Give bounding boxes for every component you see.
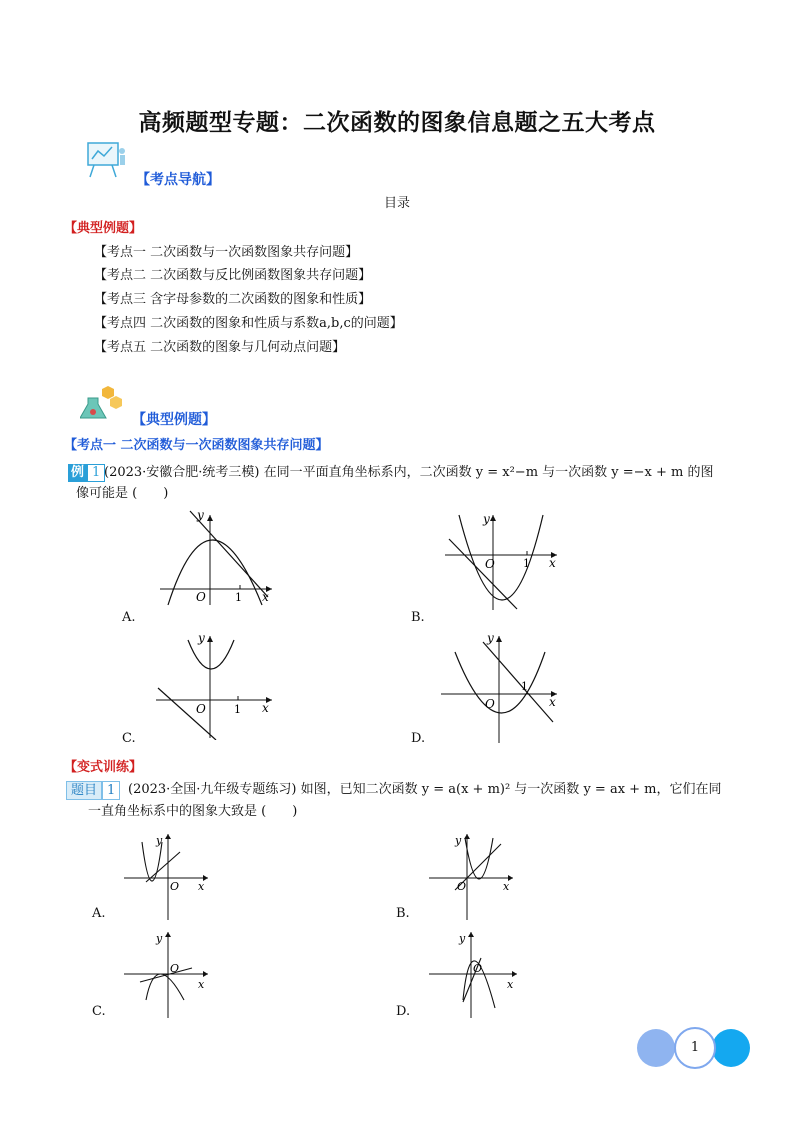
origin-label: O xyxy=(457,880,467,893)
chalkboard-icon xyxy=(80,141,130,181)
example-badge-number: 1 xyxy=(87,464,105,482)
axis-y-label: y xyxy=(483,512,490,526)
question-badge-number: 1 xyxy=(102,781,120,800)
page-title: 高频题型专题：二次函数的图象信息题之五大考点 xyxy=(138,109,656,136)
example-graph-d xyxy=(435,628,575,743)
example-text-line1: (2023·安徽合肥·统考三模) 在同一平面直角坐标系内，二次函数 y = x²−m 与一次函数 y =−x + m 的图 xyxy=(104,465,714,480)
axis-x-label: x xyxy=(507,978,514,991)
axis-x-label: x xyxy=(262,590,269,604)
toc-item-2[interactable]: 【考点二 二次函数与反比例函数图象共存问题】 xyxy=(94,268,372,283)
toc-item-1[interactable]: 【考点一 二次函数与一次函数图象共存问题】 xyxy=(94,245,359,260)
tick-one-label: 1 xyxy=(521,680,528,693)
origin-label: O xyxy=(170,880,180,893)
axis-y-label: y xyxy=(198,631,205,645)
example-text-line2: 像可能是 ( ) xyxy=(76,486,169,501)
question-graph-d xyxy=(425,928,525,1020)
axis-x-label: x xyxy=(198,978,205,991)
nav-label: 【考点导航】 xyxy=(136,172,220,188)
page-circle-decoration xyxy=(637,1029,675,1067)
option-c-label[interactable]: C. xyxy=(122,731,136,746)
toc-item-3[interactable]: 【考点三 含字母参数的二次函数的图象和性质】 xyxy=(94,292,372,307)
option-c-label[interactable]: C. xyxy=(92,1004,106,1019)
toc-item-5[interactable]: 【考点五 二次函数的图象与几何动点问题】 xyxy=(94,340,346,355)
variant-heading: 【变式训练】 xyxy=(64,760,143,775)
question-graph-c xyxy=(120,928,220,1020)
question-graph-a xyxy=(120,830,220,922)
axis-x-label: x xyxy=(549,556,556,570)
topic-heading: 【考点一 二次函数与一次函数图象共存问题】 xyxy=(64,438,329,453)
question-badge xyxy=(66,781,120,800)
axis-y-label: y xyxy=(459,932,466,945)
page-number: 1 xyxy=(674,1027,716,1069)
section-label: 【典型例题】 xyxy=(132,412,216,428)
axis-x-label: x xyxy=(262,701,269,715)
origin-label: O xyxy=(170,962,180,975)
option-d-label[interactable]: D. xyxy=(411,731,426,746)
option-a-label[interactable]: A. xyxy=(92,906,106,921)
axis-x-label: x xyxy=(503,880,510,893)
origin-label: O xyxy=(196,590,206,604)
axis-y-label: y xyxy=(455,834,462,847)
toc-heading: 【典型例题】 xyxy=(64,221,143,236)
axis-x-label: x xyxy=(198,880,205,893)
option-a-label[interactable]: A. xyxy=(122,610,136,625)
tick-one-label: 1 xyxy=(234,703,241,716)
example-badge xyxy=(68,464,105,482)
axis-y-label: y xyxy=(156,932,163,945)
example-graph-c xyxy=(150,628,290,740)
example-graph-a xyxy=(150,505,290,610)
origin-label: O xyxy=(485,697,495,711)
axis-x-label: x xyxy=(549,695,556,709)
tick-one-label: 1 xyxy=(235,591,242,604)
axis-y-label: y xyxy=(197,508,204,522)
axis-y-label: y xyxy=(487,631,494,645)
toc-item-4[interactable]: 【考点四 二次函数的图象和性质与系数a,b,c的问题】 xyxy=(94,316,403,331)
flask-icon xyxy=(80,384,124,424)
page-circle-decoration xyxy=(712,1029,750,1067)
origin-label: O xyxy=(485,557,495,571)
question-text-line1: (2023·全国·九年级专题练习) 如图，已知二次函数 y = a(x + m)² 与一次函数 y = ax + m，它们在同 xyxy=(128,782,722,797)
toc-title: 目录 xyxy=(383,196,410,211)
question-badge-label: 题目 xyxy=(66,781,102,800)
origin-label: O xyxy=(196,702,206,716)
example-badge-label: 例 xyxy=(68,464,87,482)
origin-label: O xyxy=(473,962,483,975)
question-text-line2: 一直角坐标系中的图象大致是 ( ) xyxy=(88,804,298,819)
question-graph-b xyxy=(425,830,525,922)
option-d-label[interactable]: D. xyxy=(396,1004,411,1019)
option-b-label[interactable]: B. xyxy=(396,906,410,921)
option-b-label[interactable]: B. xyxy=(411,610,425,625)
example-graph-b xyxy=(435,505,575,610)
axis-y-label: y xyxy=(156,834,163,847)
tick-one-label: 1 xyxy=(523,557,530,570)
